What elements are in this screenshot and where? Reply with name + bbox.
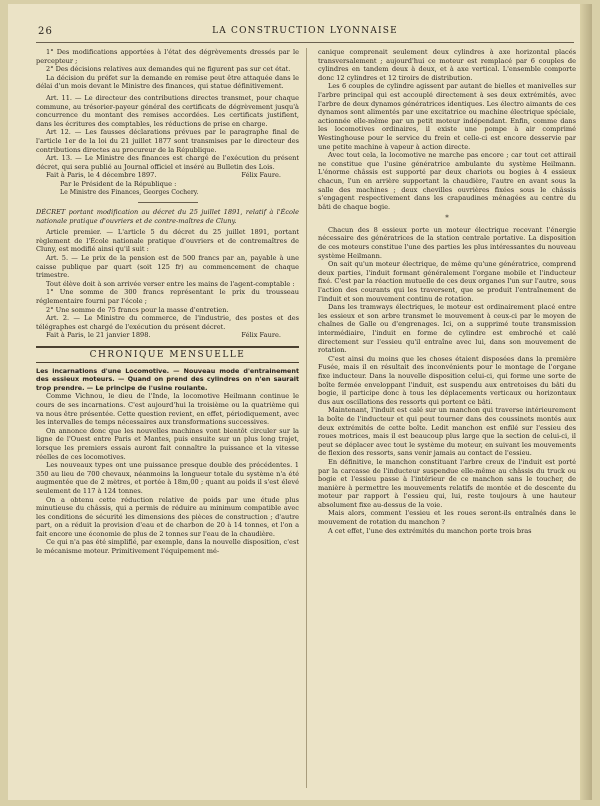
paragraph: Maintenant, l'induit est calé sur un manchon qui traverse intérieurement la boîte de l'inducteur et qui peut tourner dans des coussinets montés aux deux extrémités de cette boîte. Ledit manchon est enfilé sur l'essieu des roues motrices, mais il est beaucoup plus large que la section de celui-ci, il peut se déplacer avec tout le système du moteur, en suivant les mouvements de flexion des ressorts, sans venir jamais au contact de l'essieu.	[318, 406, 576, 458]
paragraph: A cet effet, l'une des extrémités du manchon porte trois bras	[328, 526, 532, 535]
paragraph: En définitive, le manchon constituant l'arbre creux de l'induit est porté par la carcasse de l'inducteur suspendue elle-même au châssis du truck ou bogie et l'essieu passe à l'intérieur de ce manchon sans le toucher, de manière à permettre les mouvements relatifs de montée et de descente du moteur par rapport à l'essieu qui, lui, reste toujours à une hauteur absolument fixe au-dessus de la voie.	[318, 457, 576, 509]
paragraph: Mais alors, comment l'essieu et les roues seront-ils entraînés dans le mouvement de rotation du manchon ?	[318, 509, 576, 527]
paragraph: Dans les tramways électriques, le moteur est ordinairement placé entre les essieux et son arbre transmet le mouvement à ceux-ci par le moyen de chaînes de Galle ou d'engrenages. Ici, on a supprimé toute transmission intermédiaire, l'induit en forme de cylindre est embroché et calé directement sur l'essieu qu'il entraîne avec lui, dans son mouvement de rotation.	[318, 303, 576, 355]
paragraph: Tout élève doit à son arrivée verser entre les mains de l'agent-comptable :	[46, 279, 295, 288]
paragraph: Les nouveaux types ont une puissance presque double des précédentes. 1 350 au lieu de 700 chevaux, néanmoins la longueur totale du système n'a été augmentée que de 2 mètres, et portée à 18m,00 ; quant au poids il s'est élevé seulement de 117 à 124 tonnes.	[36, 461, 299, 495]
signature-minister: Le Ministre des Finances, Georges Cochery.	[60, 188, 199, 196]
section-asterisk: *	[445, 214, 449, 223]
paragraph: Art. 2. — Le Ministre du commerce, de l'industrie, des postes et des télégraphes est chargé de l'exécution du présent décret.	[36, 314, 299, 331]
paragraph: Les 6 couples de cylindre agissent par autant de bielles et manivelles sur l'arbre principal qui est accouplé directement à ses deux extrémités, avec l'arbre de deux dynamos génératrices identiques. Les électro aimants de ces dynamos sont alimentés par une excitatrice ou machine électrique spéciale, actionnée elle-même par un petit moteur indépendant. Enfin, comme dans les locomotives ordinaires, il existe une pompe à air comprimé Westinghouse pour le service du frein et celle-ci est encore desservie par une petite machine à vapeur à action directe.	[318, 82, 576, 151]
page-header	[38, 26, 572, 40]
signature-by: Par le Président de la République :	[60, 179, 177, 188]
separator	[138, 202, 198, 203]
signature-name: Félix Faure.	[241, 331, 281, 340]
decree-title: DÉCRET portant modification au décret du 25 juillet 1891, relatif à l'École nationale pratique d'ouvriers et de contre-maîtres de Cluny.	[36, 208, 299, 225]
paragraph: On sait qu'un moteur électrique, de même qu'une génératrice, comprend deux parties, l'induit formant généralement l'organe mobile et l'inducteur fixé. C'est par la réaction mutuelle de ces deux organes l'un sur l'autre, sous l'action des courants qui les traversent, que se produit l'entraînement de l'induit et son mouvement continu de rotation.	[318, 260, 576, 303]
section-summary: Les incarnations d'une Locomotive. — Nouveau mode d'entrainement des essieux moteurs. — Quand on prend des cylindres on n'en saurait trop prendre. — Le principe de l'usine roulante.	[36, 366, 299, 392]
signature-name: Félix Faure.	[241, 171, 281, 180]
paragraph: Ce qui n'a pas été simplifié, par exemple, dans la nouvelle disposition, c'est le mécanisme moteur. Primitivement l'équipement mé-	[36, 538, 299, 556]
column-divider	[306, 48, 307, 788]
header-rule	[36, 42, 574, 43]
journal-title: LA CONSTRUCTION LYONNAISE	[212, 26, 398, 36]
paragraph: 1° Une somme de 300 francs représentant le prix du trousseau réglementaire fourni par l'école ;	[36, 288, 299, 306]
signature-place: Fait à Paris, le 21 janvier 1898.	[46, 331, 151, 340]
paragraph: canique comprenait seulement deux cylindres à axe horizontal placés transversalement ; aujourd'hui ce moteur est remplacé par 6 couples de cylindres en tandem deux à deux, et à axe vertical. L'ensemble comporte donc 12 cylindres et 12 tiroirs de distribution.	[318, 48, 576, 82]
paragraph: Chacun des 8 essieux porte un moteur électrique recevant l'énergie nécessaire des génératrices de la station centrale portative. La disposition de ces moteurs constitue l'une des parties les plus intéressantes du nouveau système Heilmann.	[318, 225, 576, 260]
paragraph: On annonce donc que les nouvelles machines vont bientôt circuler sur la ligne de l'Ouest entre Paris et Mantes, puis ensuite sur un plus long trajet, lorsque les premiers essais auront fait connaître la puissance et la vitesse réelles de ces locomotives.	[36, 426, 299, 461]
signature-line	[36, 171, 299, 180]
paragraph: C'est ainsi du moins que les choses étaient disposées dans la première Fusée, mais il en résultait des inconvénients pour le montage de l'organe fixe inducteur. Dans la nouvelle disposition celui-ci, qui forme une sorte de boîte fermée enveloppant l'induit, est suspendu aux entretoises du bâti du bogie, il participe donc à tous les déplacements verticaux ou horizontaux dus aux oscillations des ressorts qui portent ce bâti.	[318, 354, 576, 406]
paragraph: 2° Une somme de 75 francs pour la masse d'entretien.	[46, 305, 229, 314]
paragraph: Article premier. — L'article 5 du décret du 25 juillet 1891, portant règlement de l'École nationale pratique d'ouvriers et de contremaîtres de Cluny, est modifié ainsi qu'il suit :	[36, 228, 299, 254]
paragraph: 2° Des décisions relatives aux demandes qui ne figurent pas sur cet état.	[46, 65, 291, 74]
section-heading: CHRONIQUE MENSUELLE	[89, 350, 246, 360]
paragraph: On a obtenu cette réduction relative de poids par une étude plus minutieuse du châssis, qui a permis de réduire au minimum compatible avec les conditions de sécurité les dimensions des pièces de construction ; d'autre part, on a réduit la provision d'eau et de charbon de 20 à 14 tonnes, et l'on a fait encore une économie de plus de 2 tonnes sur l'eau de la chaudière.	[36, 495, 299, 538]
paragraph: Art. 13. — Le Ministre des finances est chargé de l'exécution du présent décret, qui sera publié au Journal officiel et inséré au Bulletin des Lois.	[36, 154, 299, 171]
paragraph: Art 12. — Les fausses déclarations prévues par le paragraphe final de l'article 1er de la loi du 21 juillet 1877 sont transmises par le directeur des contributions directes au procureur de la République.	[36, 128, 299, 154]
signature-line	[36, 331, 299, 340]
page	[8, 4, 592, 800]
paragraph: 1° Des modifications apportées à l'état des dégrèvements dressés par le percepteur ;	[36, 48, 299, 65]
paragraph: La décision du préfet sur la demande en remise peut être attaquée dans le délai d'un mois devant le Ministre des finances, qui statue définitivement.	[36, 73, 299, 91]
paragraph: Art. 5. — Le prix de la pension est de 500 francs par an, payable à une caisse publique par quart (soit 125 fr) au commencement de chaque trimestre.	[36, 254, 299, 280]
left-column	[36, 48, 299, 556]
paragraph: Avec tout cela, la locomotive ne marche pas encore ; car tout cet attirail ne constitue que l'usine génératrice ambulante du système Heilmann. L'énorme châssis est supporté par deux chariots ou bogies à 4 essieux chacun, l'un en arrière supportant la chaudière, l'autre en avant sous la salle des machines ; deux chevilles ouvrières fixées sous le châssis s'engagent respectivement dans les crapaudines ménagées au centre du bâti de chaque bogie.	[318, 151, 576, 211]
paragraph: Comme Vichnou, le dieu de l'Inde, la locomotive Heilmann continue le cours de ses incarnations. C'est aujourd'hui la troisième ou la quatrième qui va nous être présentée. Cette question revient, en effet, périodiquement, avec les intervalles de temps nécessaires aux transformations successives.	[36, 392, 299, 427]
section-heading-box	[36, 346, 299, 363]
paragraph: Art. 11. — Le directeur des contributions directes transmet, pour chaque commune, au trésorier-payeur général des certificats de dégrèvement jusqu'à concurrence du montant des remises accordées. Les certificats justifient, dans les écritures des comptables, les réductions de prise en charge.	[36, 93, 299, 128]
page-number: 26	[38, 26, 54, 37]
right-column	[318, 48, 576, 535]
book-spine-shadow	[580, 4, 592, 800]
signature-place: Fait à Paris, le 4 décembre 1897.	[46, 171, 157, 180]
